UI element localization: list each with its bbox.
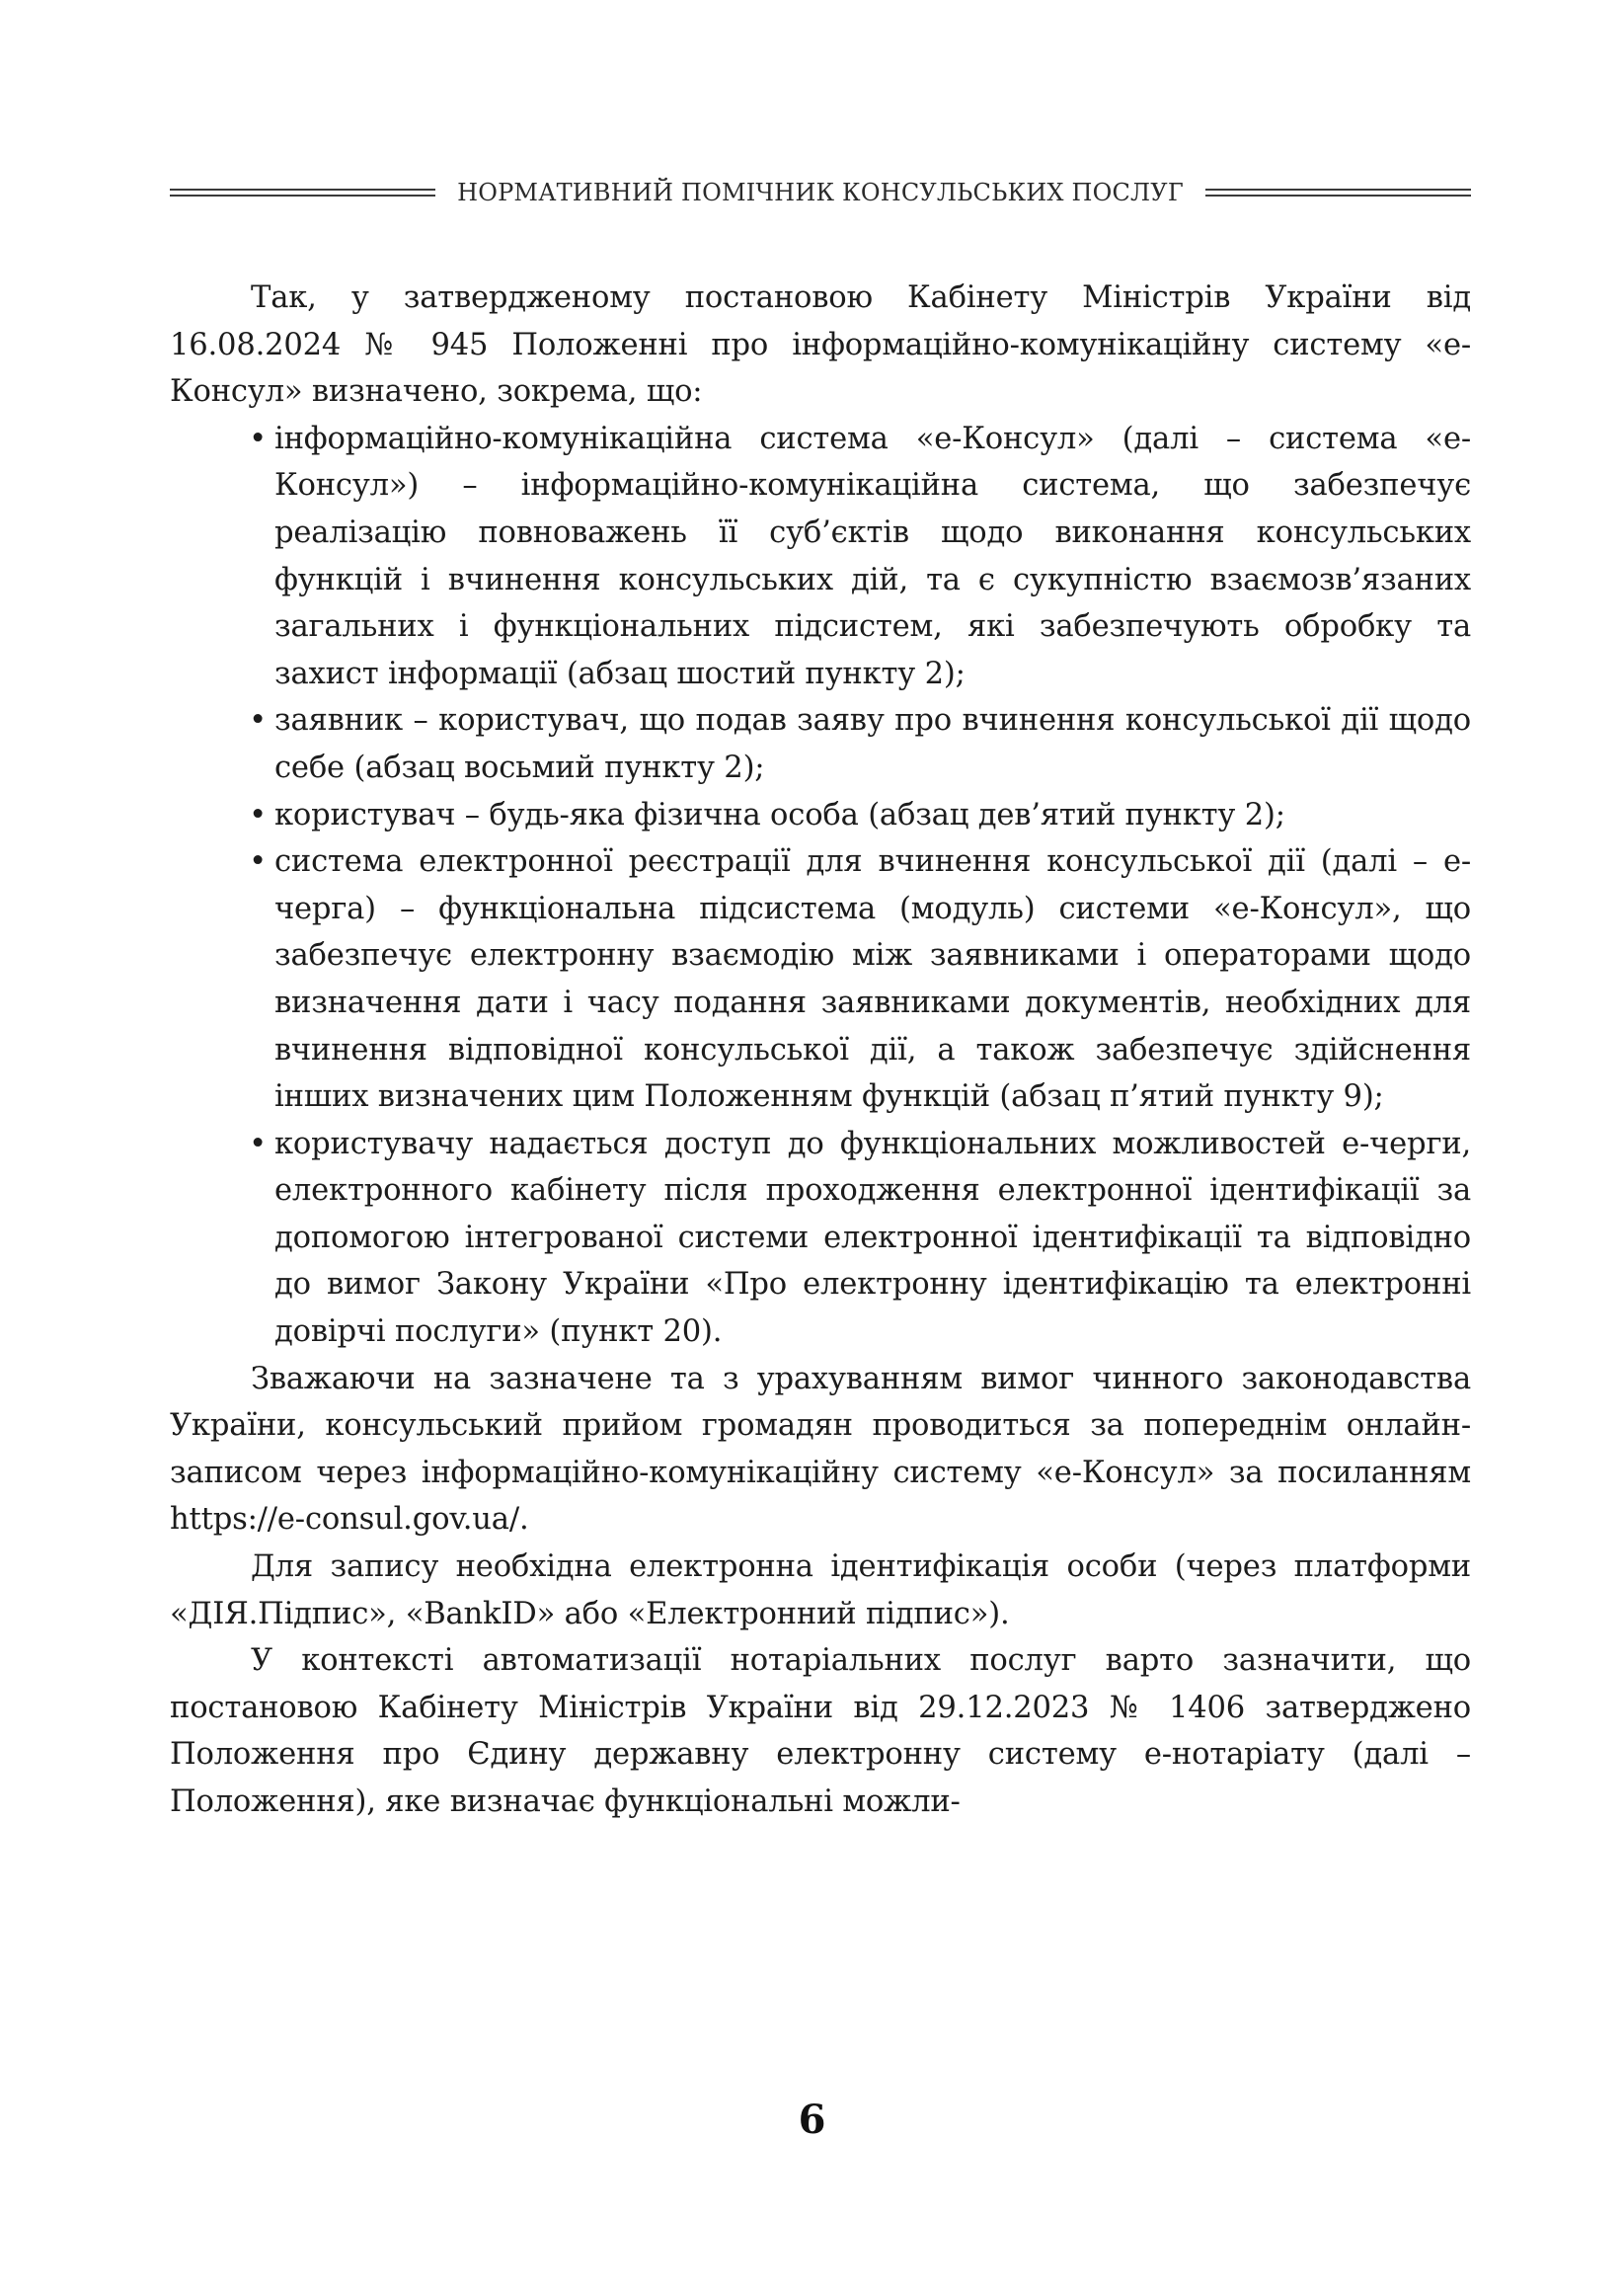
bullet-icon: •: [249, 797, 267, 832]
paragraph-identification: Для запису необхідна електронна ідентифікація особи (через платформи «ДІЯ.Підпис», «BankID» або «Електронний підпис»).: [170, 1549, 1471, 1631]
page-number: 6: [798, 2097, 826, 2143]
list-item-text: користувач – будь-яка фізична особа (абзац дев’ятий пункту 2);: [274, 797, 1285, 832]
list-item: [170, 1121, 1471, 1356]
paragraph-e-notary: У контексті автоматизації нотаріальних послуг варто зазначити, що постановою Кабінету Міністрів України від 29.12.2023 № 1406 затверджено Положення про Єдину державну електронну систему е-нотаріату (далі – Положення), яке визначає функціональні можли-: [170, 1643, 1471, 1819]
body-text: [170, 275, 1471, 1826]
list-item: [170, 792, 1471, 839]
bullet-icon: •: [249, 1126, 267, 1161]
running-header: [170, 178, 1471, 207]
header-rule-left: [170, 189, 435, 197]
intro-paragraph: Так, у затвердженому постановою Кабінету Міністрів України від 16.08.2024 № 945 Положенні про інформаційно-комунікаційну систему «е-Консул» визначено, зокрема, що:: [170, 280, 1471, 410]
list-item: [170, 838, 1471, 1121]
bullet-icon: •: [249, 421, 267, 456]
bullet-list: [170, 416, 1471, 1356]
list-item-text: заявник – користувач, що подав заяву про вчинення консульської дії щодо себе (абзац восьмий пункту 2);: [274, 703, 1471, 785]
list-item: [170, 697, 1471, 791]
list-item-text: користувачу надається доступ до функціональних можливостей е-черги, електронного кабінету після проходження електронної ідентифікації за допомогою інтегрованої системи електронної ідентифікації та відповідно до вимог Закону України «Про електронну ідентифікацію та електронні довірчі послуги» (пункт 20).: [274, 1126, 1471, 1350]
header-title: НОРМАТИВНИЙ ПОМІЧНИК КОНСУЛЬСЬКИХ ПОСЛУГ: [457, 179, 1184, 206]
paragraph-e-consul-booking: Зважаючи на зазначене та з урахуванням вимог чинного законодавства України, консульський прийом громадян проводиться за попереднім онлайн-записом через інформаційно-комунікаційну систему «е-Консул» за посиланням https://e-consul.gov.ua/.: [170, 1361, 1471, 1538]
bullet-icon: •: [249, 844, 267, 880]
list-item-text: інформаційно-комунікаційна система «е-Консул» (далі – система «е-Консул») – інформаційно-комунікаційна система, що забезпечує реалізацію повноважень її суб’єктів щодо виконання консульських функцій і вчинення консульських дій, та є сукупністю взаємозв’язаних загальних і функціональних підсистем, які забезпечують обробку та захист інформації (абзац шостий пункту 2);: [274, 421, 1471, 691]
list-item: [170, 416, 1471, 698]
bullet-icon: •: [249, 703, 267, 739]
header-rule-right: [1205, 189, 1471, 197]
list-item-text: система електронної реєстрації для вчинення консульської дії (далі – е-черга) – функціональна підсистема (модуль) системи «е-Консул», що забезпечує електронну взаємодію між заявниками і операторами щодо визначення дати і часу подання заявниками документів, необхідних для вчинення відповідної консульської дії, а також забезпечує здійснення інших визначених цим Положенням функцій (абзац п’ятий пункту 9);: [274, 844, 1471, 1115]
